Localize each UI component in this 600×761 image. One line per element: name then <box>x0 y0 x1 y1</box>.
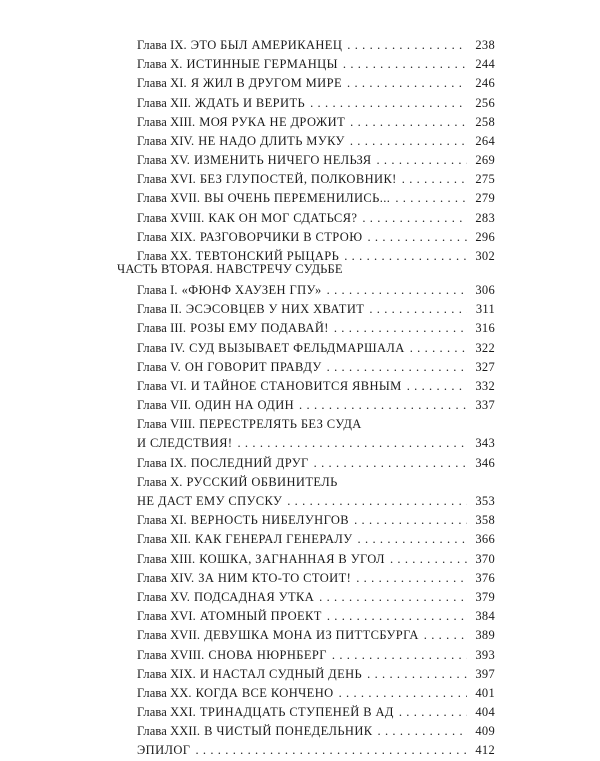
toc-entry <box>137 94 495 113</box>
chapter-number: Глава VI. <box>137 378 187 393</box>
chapter-number: Глава XVII. <box>137 191 201 206</box>
chapter-number: Глава XIII. <box>137 114 196 129</box>
page-number: 401 <box>475 685 495 700</box>
toc-entry <box>137 511 495 530</box>
chapter-title: ПЕРЕСТРЕЛЯТЬ БЕЗ СУДА <box>199 417 362 432</box>
toc-entry <box>137 170 495 189</box>
toc-entry <box>137 703 495 722</box>
dot-leader <box>350 132 467 151</box>
page-number: 393 <box>475 647 495 662</box>
toc-entry <box>137 36 495 55</box>
toc-entry <box>137 530 495 549</box>
chapter-title: ОДИН НА ОДИН <box>194 398 295 413</box>
chapter-number: Глава IX. <box>137 37 187 52</box>
dot-leader <box>299 396 467 415</box>
dot-leader <box>327 358 467 377</box>
dot-leader <box>362 209 467 228</box>
chapter-number: Глава XX. <box>137 249 192 264</box>
dot-leader <box>343 55 467 74</box>
chapter-title: ЭСЭСОВЦЕВ У НИХ ХВАТИТ <box>185 302 365 317</box>
toc-part-two <box>137 281 495 761</box>
chapter-number: Глава XVIII. <box>137 210 205 225</box>
page-number: 337 <box>475 398 495 413</box>
chapter-title: ВЫ ОЧЕНЬ ПЕРЕМЕНИЛИСЬ... <box>204 191 391 206</box>
toc-entry <box>137 454 495 473</box>
page-number: 343 <box>475 436 495 451</box>
dot-leader <box>347 36 467 55</box>
chapter-number: Глава XX. <box>137 685 192 700</box>
dot-leader <box>390 550 467 569</box>
dot-leader <box>350 113 467 132</box>
toc-entry <box>137 113 495 132</box>
chapter-title: ТЕВТОНСКИЙ РЫЦАРЬ <box>195 249 340 264</box>
chapter-number: Глава VIII. <box>137 417 196 432</box>
dot-leader <box>369 300 467 319</box>
dot-leader <box>327 607 467 626</box>
chapter-title: ИЗМЕНИТЬ НИЧЕГО НЕЛЬЗЯ <box>193 153 372 168</box>
dot-leader <box>410 339 467 358</box>
chapter-number: Глава X. <box>137 57 183 72</box>
page-number: 264 <box>475 133 495 148</box>
chapter-title: РАЗГОВОРЧИКИ В СТРОЮ <box>199 229 363 244</box>
toc-entry <box>137 742 495 761</box>
chapter-title: В ЧИСТЫЙ ПОНЕДЕЛЬНИК <box>204 724 373 739</box>
toc-entry <box>137 55 495 74</box>
dot-leader <box>367 228 467 247</box>
chapter-title: И НАСТАЛ СУДНЫЙ ДЕНЬ <box>199 666 363 681</box>
chapter-title: ПОСЛЕДНИЙ ДРУГ <box>190 455 309 470</box>
chapter-number: Глава I. <box>137 282 178 297</box>
chapter-title: КАК ОН МОГ СДАТЬСЯ? <box>208 210 358 225</box>
dot-leader <box>195 742 467 761</box>
chapter-title: МОЯ РУКА НЕ ДРОЖИТ <box>199 114 346 129</box>
dot-leader <box>339 684 467 703</box>
dot-leader <box>424 626 467 645</box>
toc-entry <box>137 722 495 741</box>
toc-entry <box>137 473 495 492</box>
dot-leader <box>237 435 467 454</box>
toc-part-one <box>137 36 495 266</box>
chapter-number: Глава XIX. <box>137 229 196 244</box>
chapter-title: КОГДА ВСЕ КОНЧЕНО <box>195 685 334 700</box>
page-number: 358 <box>475 513 495 528</box>
part-two-heading: ЧАСТЬ ВТОРАЯ. НАВСТРЕЧУ СУДЬБЕ <box>117 262 343 276</box>
dot-leader <box>399 703 467 722</box>
dot-leader <box>367 665 467 684</box>
page-number: 283 <box>475 210 495 225</box>
toc-entry <box>137 151 495 170</box>
chapter-number: Глава XIX. <box>137 666 196 681</box>
page-number: 376 <box>475 570 495 585</box>
chapter-title: СУД ВЫЗЫВАЕТ ФЕЛЬДМАРШАЛА <box>189 340 405 355</box>
page-number: 370 <box>475 551 495 566</box>
page-number: 311 <box>475 302 495 317</box>
dot-leader <box>319 588 467 607</box>
dot-leader <box>376 151 467 170</box>
chapter-number: Глава X. <box>137 474 183 489</box>
chapter-title: ТРИНАДЦАТЬ СТУПЕНЕЙ В АД <box>199 705 394 720</box>
page-number: 353 <box>475 494 495 509</box>
toc-entry <box>137 569 495 588</box>
chapter-number: Глава III. <box>137 321 187 336</box>
chapter-number: Глава V. <box>137 359 181 374</box>
chapter-title: ВЕРНОСТЬ НИБЕЛУНГОВ <box>190 513 350 528</box>
page-number: 296 <box>475 229 495 244</box>
chapter-number: Глава XVI. <box>137 172 196 187</box>
page-number: 322 <box>475 340 495 355</box>
page-number: 409 <box>475 724 495 739</box>
dot-leader <box>287 492 467 511</box>
chapter-number: Глава II. <box>137 302 182 317</box>
chapter-number: Глава XI. <box>137 76 187 91</box>
chapter-title: НЕ НАДО ДЛИТЬ МУКУ <box>198 133 345 148</box>
chapter-number: Глава XI. <box>137 513 187 528</box>
toc-entry <box>137 281 495 300</box>
dot-leader <box>378 722 468 741</box>
toc-entry <box>137 550 495 569</box>
page-number: 404 <box>475 705 495 720</box>
toc-entry <box>137 377 495 396</box>
chapter-number: Глава XV. <box>137 589 190 604</box>
toc-entry <box>137 607 495 626</box>
chapter-title: И СЛЕДСТВИЯ! <box>137 436 233 451</box>
dot-leader <box>310 94 467 113</box>
chapter-number: Глава XIV. <box>137 570 195 585</box>
toc-entry <box>137 228 495 247</box>
toc-entry <box>137 74 495 93</box>
chapter-title: НЕ ДАСТ ЕМУ СПУСКУ <box>137 494 283 509</box>
dot-leader <box>327 281 467 300</box>
toc-entry <box>137 339 495 358</box>
chapter-title: И ТАЙНОЕ СТАНОВИТСЯ ЯВНЫМ <box>190 378 402 393</box>
page-number: 302 <box>475 249 495 264</box>
page-number: 397 <box>475 666 495 681</box>
dot-leader <box>314 454 467 473</box>
page-number: 327 <box>475 359 495 374</box>
toc-entry <box>137 396 495 415</box>
chapter-title: ОН ГОВОРИТ ПРАВДУ <box>184 359 322 374</box>
chapter-number: Глава XVIII. <box>137 647 205 662</box>
chapter-number: Глава XII. <box>137 95 191 110</box>
page-number: 366 <box>475 532 495 547</box>
chapter-number: Глава XVI. <box>137 609 196 624</box>
page-number: 246 <box>475 76 495 91</box>
page-number: 306 <box>475 282 495 297</box>
dot-leader <box>395 190 467 209</box>
toc-entry <box>137 646 495 665</box>
page-number: 346 <box>475 455 495 470</box>
chapter-number: Глава XVII. <box>137 628 201 643</box>
dot-leader <box>332 646 467 665</box>
chapter-title: Я ЖИЛ В ДРУГОМ МИРЕ <box>190 76 342 91</box>
toc-entry <box>137 415 495 434</box>
toc-entry <box>137 209 495 228</box>
chapter-number: Глава XXII. <box>137 724 201 739</box>
dot-leader <box>402 170 467 189</box>
chapter-title: БЕЗ ГЛУПОСТЕЙ, ПОЛКОВНИК! <box>199 172 397 187</box>
page-number: 316 <box>475 321 495 336</box>
chapter-title: ЭПИЛОГ <box>137 743 191 758</box>
chapter-number: Глава XIV. <box>137 133 195 148</box>
chapter-title: ДЕВУШКА МОНА ИЗ ПИТТСБУРГА <box>204 628 419 643</box>
chapter-title: РУССКИЙ ОБВИНИТЕЛЬ <box>186 474 338 489</box>
chapter-number: Глава XV. <box>137 153 190 168</box>
page-number: 258 <box>475 114 495 129</box>
page-number: 384 <box>475 609 495 624</box>
toc-entry <box>137 132 495 151</box>
page-number: 389 <box>475 628 495 643</box>
toc-entry <box>137 190 495 209</box>
toc-entry <box>137 300 495 319</box>
page-number: 279 <box>475 191 495 206</box>
chapter-title: ИСТИННЫЕ ГЕРМАНЦЫ <box>186 57 338 72</box>
page-number: 238 <box>475 37 495 52</box>
chapter-title: ЗА НИМ КТО-ТО СТОИТ! <box>198 570 352 585</box>
toc-entry <box>137 492 495 511</box>
chapter-number: Глава XII. <box>137 532 191 547</box>
chapter-number: Глава IX. <box>137 455 187 470</box>
page-number: 412 <box>475 743 495 758</box>
chapter-title: АТОМНЫЙ ПРОЕКТ <box>199 609 322 624</box>
toc-entry <box>137 684 495 703</box>
page-number: 332 <box>475 378 495 393</box>
chapter-title: ПОДСАДНАЯ УТКА <box>193 589 315 604</box>
chapter-title: ЭТО БЫЛ АМЕРИКАНЕЦ <box>190 37 343 52</box>
dot-leader <box>334 319 467 338</box>
chapter-number: Глава VII. <box>137 398 191 413</box>
dot-leader <box>354 511 467 530</box>
toc-entry <box>137 665 495 684</box>
dot-leader <box>344 247 467 266</box>
toc-entry <box>137 435 495 454</box>
dot-leader <box>358 530 467 549</box>
page-number: 275 <box>475 172 495 187</box>
chapter-title: СНОВА НЮРНБЕРГ <box>208 647 327 662</box>
page-number: 379 <box>475 589 495 604</box>
toc-entry <box>137 358 495 377</box>
dot-leader <box>347 74 467 93</box>
chapter-number: Глава XIII. <box>137 551 196 566</box>
toc-entry <box>137 319 495 338</box>
dot-leader <box>356 569 467 588</box>
dot-leader <box>407 377 467 396</box>
chapter-number: Глава XXI. <box>137 705 196 720</box>
page-number: 269 <box>475 153 495 168</box>
chapter-title: КОШКА, ЗАГНАННАЯ В УГОЛ <box>199 551 385 566</box>
chapter-title: КАК ГЕНЕРАЛ ГЕНЕРАЛУ <box>194 532 353 547</box>
page-number: 244 <box>475 57 495 72</box>
toc-entry <box>137 588 495 607</box>
page-number: 256 <box>475 95 495 110</box>
chapter-number: Глава IV. <box>137 340 186 355</box>
chapter-title: «ФЮНФ ХАУЗЕН ГПУ» <box>181 282 322 297</box>
toc-entry <box>137 626 495 645</box>
chapter-title: РОЗЫ ЕМУ ПОДАВАЙ! <box>190 321 329 336</box>
chapter-title: ЖДАТЬ И ВЕРИТЬ <box>194 95 306 110</box>
